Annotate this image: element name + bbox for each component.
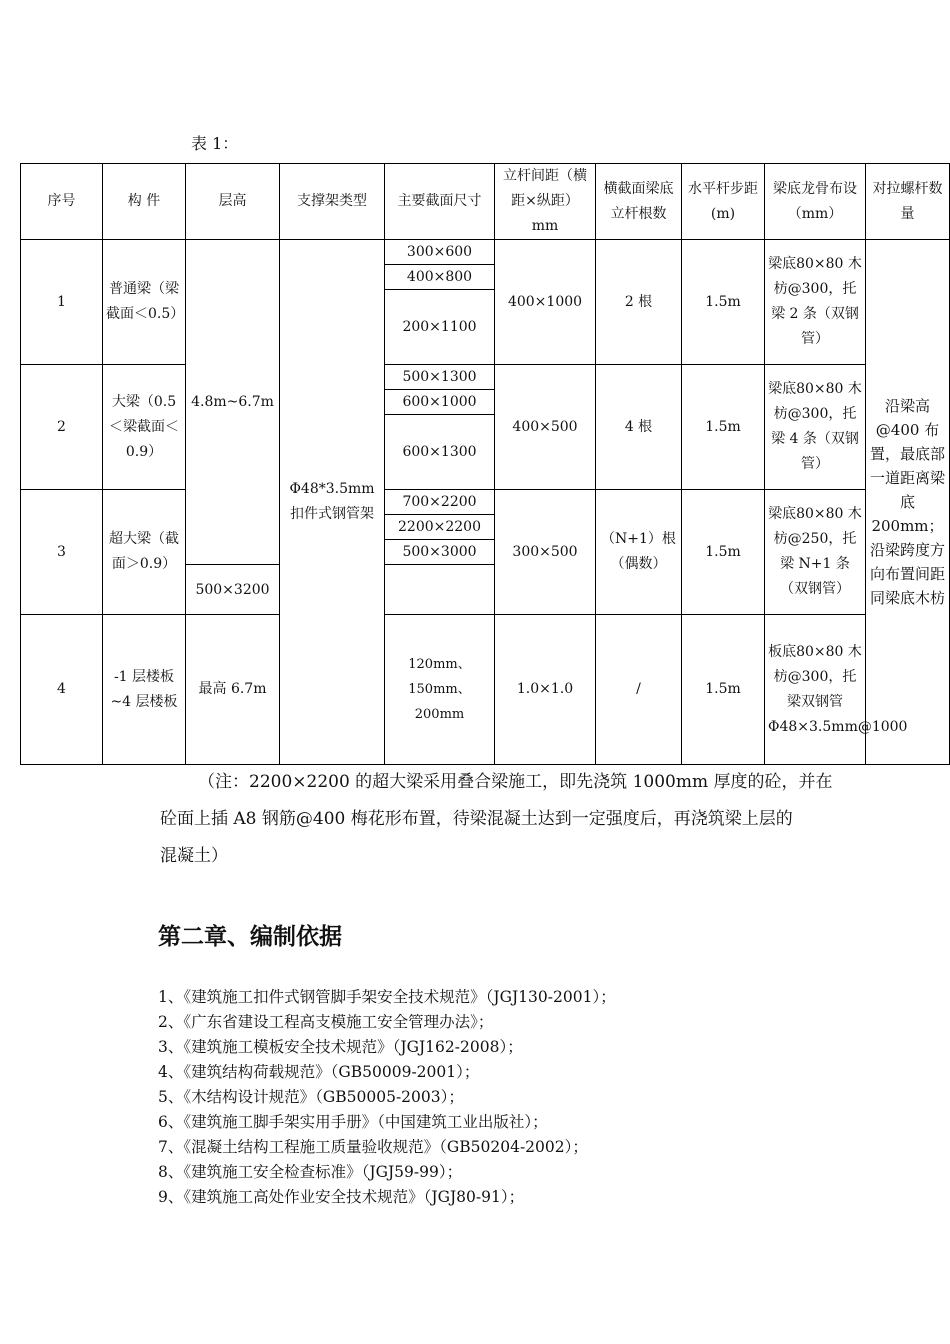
shared-support-type: Φ48*3.5mm 扣件式钢管架 xyxy=(280,240,385,765)
table-row xyxy=(21,240,950,265)
row3-no: 3 xyxy=(21,490,103,615)
header-pole-count: 横截面梁底立杆根数 xyxy=(596,164,682,240)
header-section-size: 主要截面尺寸 xyxy=(385,164,495,240)
row4-keel: 板底80×80 木枋@300，托梁双钢管Φ48×3.5mm@1000 xyxy=(765,615,866,765)
row3-size-1: 700×2200 xyxy=(385,490,495,515)
row2-spacing: 400×500 xyxy=(495,365,596,490)
note-line-2: 砼面上插 A8 钢筋@400 梅花形布置，待梁混凝土达到一定强度后，再浇筑梁上层的 xyxy=(160,809,793,829)
note-line-1: （注：2200×2200 的超大梁采用叠合梁施工，即先浇筑 1000mm 厚度的砼，并在 xyxy=(198,772,833,792)
row2-size-3: 600×1300 xyxy=(385,415,495,490)
row3-step: 1.5m xyxy=(682,490,765,615)
row1-step: 1.5m xyxy=(682,240,765,365)
row2-keel: 梁底80×80 木枋@300，托梁 4 条（双钢管） xyxy=(765,365,866,490)
list-item: 4、《建筑结构荷载规范》（GB50009-2001）； xyxy=(158,1063,480,1081)
list-item: 9、《建筑施工高处作业安全技术规范》（JGJ80-91）； xyxy=(158,1188,525,1206)
row2-size-2: 600×1000 xyxy=(385,390,495,415)
row1-size-2: 400×800 xyxy=(385,265,495,290)
row1-spacing: 400×1000 xyxy=(495,240,596,365)
list-item: 3、《建筑施工模板安全技术规范》（JGJ162-2008）； xyxy=(158,1038,523,1056)
row1-count: 2 根 xyxy=(596,240,682,365)
row3-count: （N+1）根（偶数） xyxy=(596,490,682,615)
row1-member: 普通梁（梁截面＜0.5） xyxy=(103,240,186,365)
row2-member: 大梁（0.5＜梁截面＜0.9） xyxy=(103,365,186,490)
table-row xyxy=(21,615,950,765)
header-pole-spacing: 立杆间距（横距×纵距）mm xyxy=(495,164,596,240)
header-height: 层高 xyxy=(186,164,280,240)
row3-member: 超大梁（截面＞0.9） xyxy=(103,490,186,615)
row3-size-2: 2200×2200 xyxy=(385,515,495,540)
header-step: 水平杆步距(m) xyxy=(682,164,765,240)
row4-step: 1.5m xyxy=(682,615,765,765)
row1-no: 1 xyxy=(21,240,103,365)
header-tie-bolt: 对拉螺杆数量 xyxy=(866,164,950,240)
support-spec-table xyxy=(20,163,950,765)
shared-tie-bolt: 沿梁高@400 布置，最底部一道距离梁底 200mm；沿梁跨度方向布置间距同梁底木枋 xyxy=(866,240,950,765)
chapter-title: 第二章、编制依据 xyxy=(158,924,342,950)
table-row xyxy=(21,365,950,390)
row2-size-1: 500×1300 xyxy=(385,365,495,390)
row3-keel: 梁底80×80 木枋@250，托梁 N+1 条（双钢管） xyxy=(765,490,866,615)
header-member: 构 件 xyxy=(103,164,186,240)
reference-list xyxy=(158,985,616,1210)
table-row xyxy=(21,490,950,515)
table-caption: 表 1： xyxy=(191,134,239,153)
row2-step: 1.5m xyxy=(682,365,765,490)
list-item: 8、《建筑施工安全检查标准》（JGJ59-99）； xyxy=(158,1163,463,1181)
row4-height: 最高 6.7m xyxy=(186,615,280,765)
row2-no: 2 xyxy=(21,365,103,490)
table-note xyxy=(160,764,880,875)
row4-count: / xyxy=(596,615,682,765)
header-keel: 梁底龙骨布设（mm） xyxy=(765,164,866,240)
row1-size-1: 300×600 xyxy=(385,240,495,265)
list-item: 2、《广东省建设工程高支模施工安全管理办法》； xyxy=(158,1013,494,1031)
row1-keel: 梁底80×80 木枋@300，托梁 2 条（双钢管） xyxy=(765,240,866,365)
list-item: 1、《建筑施工扣件式钢管脚手架安全技术规范》（JGJ130-2001）； xyxy=(158,988,616,1006)
row3-spacing: 300×500 xyxy=(495,490,596,615)
list-item: 7、《混凝土结构工程施工质量验收规范》（GB50204-2002）； xyxy=(158,1138,588,1156)
row3-size-4: 500×3200 xyxy=(186,565,280,615)
row4-size: 120mm、150mm、200mm xyxy=(385,615,495,765)
row2-count: 4 根 xyxy=(596,365,682,490)
list-item: 5、《木结构设计规范》（GB50005-2003）； xyxy=(158,1088,464,1106)
row3-size-3: 500×3000 xyxy=(385,540,495,565)
header-support-type: 支撑架类型 xyxy=(280,164,385,240)
list-item: 6、《建筑施工脚手架实用手册》（中国建筑工业出版社）； xyxy=(158,1113,548,1131)
row4-spacing: 1.0×1.0 xyxy=(495,615,596,765)
row4-member: -1 层楼板~4 层楼板 xyxy=(103,615,186,765)
row4-no: 4 xyxy=(21,615,103,765)
row1-size-3: 200×1100 xyxy=(385,290,495,365)
header-no: 序号 xyxy=(21,164,103,240)
note-line-3: 混凝土） xyxy=(160,846,228,866)
table-header-row xyxy=(21,164,950,240)
shared-height: 4.8m~6.7m xyxy=(186,240,280,565)
